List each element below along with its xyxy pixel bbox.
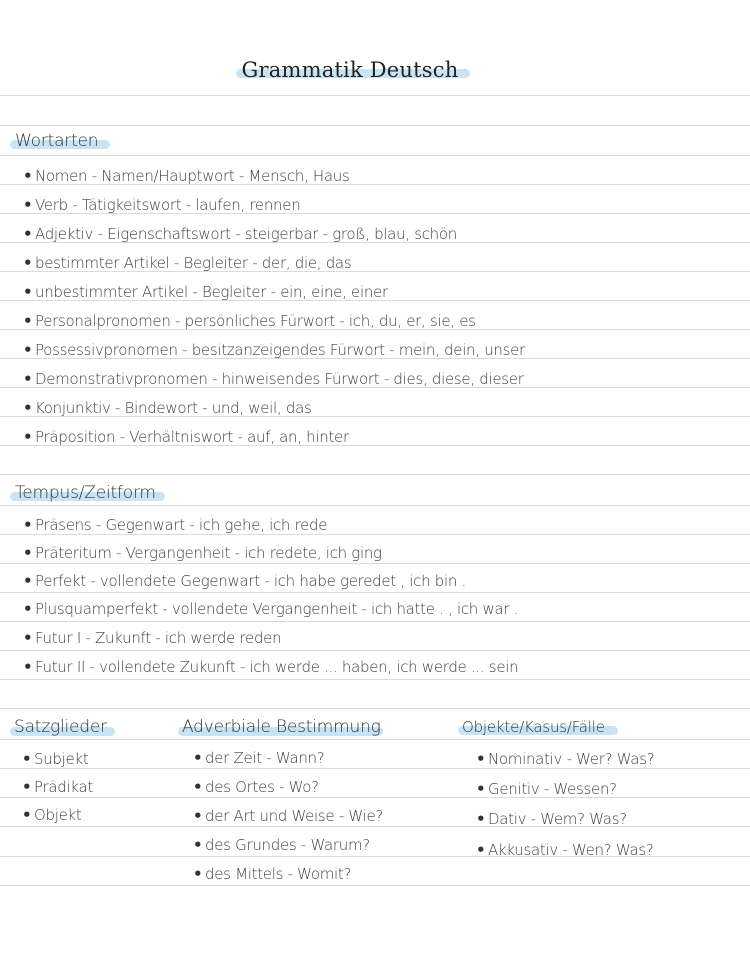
list-item: • des Mittels - Womit? (193, 865, 352, 883)
wortarten-heading: Wortarten (15, 131, 99, 151)
list-item: • Subjekt (22, 750, 89, 768)
bullet: • (23, 572, 33, 590)
list-item: • der Zeit - Wann? (193, 749, 325, 767)
list-item: • Objekt (22, 806, 82, 824)
list-item: • Verb - Tätigkeitswort - laufen, rennen (23, 196, 301, 214)
bullet: • (193, 865, 203, 883)
list-item: • Dativ - Wem? Was? (476, 810, 627, 828)
bullet: • (23, 399, 33, 417)
list-item: • Plusquamperfekt - vollendete Vergangenheit - ich hatte . , ich war . (23, 600, 519, 618)
bullet: • (23, 341, 33, 359)
bullet: • (23, 428, 33, 446)
bullet: • (22, 806, 32, 824)
bullet: • (23, 544, 33, 562)
list-item: • Personalpronomen - persönliches Fürwort - ich, du, er, sie, es (23, 312, 476, 330)
list-item: • Genitiv - Wessen? (476, 780, 617, 798)
bullet: • (193, 836, 203, 854)
list-item: • Präteritum - Vergangenheit - ich redete, ich ging (23, 544, 382, 562)
list-item: • Perfekt - vollendete Gegenwart - ich habe geredet , ich bin . (23, 572, 466, 590)
satzglieder-heading: Satzglieder (14, 717, 107, 737)
bullet: • (193, 807, 203, 825)
bullet: • (23, 254, 33, 272)
bullet: • (23, 600, 33, 618)
bullet: • (23, 658, 33, 676)
bullet: • (23, 196, 33, 214)
bullet: • (476, 750, 486, 768)
list-item: • Akkusativ - Wen? Was? (476, 841, 654, 859)
bullet: • (23, 283, 33, 301)
bullet: • (23, 312, 33, 330)
list-item: • unbestimmter Artikel - Begleiter - ein, eine, einer (23, 283, 388, 301)
bullet: • (193, 749, 203, 767)
bullet: • (23, 370, 33, 388)
bullet: • (476, 841, 486, 859)
list-item: • des Grundes - Warum? (193, 836, 370, 854)
list-item: • Futur I - Zukunft - ich werde reden (23, 629, 282, 647)
bullet: • (23, 225, 33, 243)
list-item: • Konjunktiv - Bindewort - und, weil, das (23, 399, 312, 417)
bullet: • (476, 780, 486, 798)
bullet: • (22, 750, 32, 768)
bullet: • (23, 516, 33, 534)
list-item: • der Art und Weise - Wie? (193, 807, 384, 825)
list-item: • Nomen - Namen/Hauptwort - Mensch, Haus (23, 167, 350, 185)
bullet: • (23, 629, 33, 647)
list-item: • Futur II - vollendete Zukunft - ich werde ... haben, ich werde ... sein (23, 658, 519, 676)
list-item: • bestimmter Artikel - Begleiter - der, die, das (23, 254, 352, 272)
bullet: • (22, 778, 32, 796)
tempus-heading: Tempus/Zeitform (15, 483, 156, 503)
page-title: Grammatik Deutsch (241, 58, 459, 82)
list-item: • Präsens - Gegenwart - ich gehe, ich rede (23, 516, 328, 534)
list-item: • des Ortes - Wo? (193, 778, 319, 796)
list-item: • Demonstrativpronomen - hinweisendes Fürwort - dies, diese, dieser (23, 370, 524, 388)
list-item: • Possessivpronomen - besitzanzeigendes Fürwort - mein, dein, unser (23, 341, 525, 359)
bullet: • (193, 778, 203, 796)
list-item: • Präposition - Verhältniswort - auf, an, hinter (23, 428, 349, 446)
list-item: • Nominativ - Wer? Was? (476, 750, 655, 768)
bullet: • (476, 810, 486, 828)
bullet: • (23, 167, 33, 185)
list-item: • Adjektiv - Eigenschaftswort - steigerbar - groß, blau, schön (23, 225, 457, 243)
adverbiale-heading: Adverbiale Bestimmung (182, 717, 381, 737)
objekte-heading: Objekte/Kasus/Fälle (462, 718, 605, 736)
list-item: • Prädikat (22, 778, 93, 796)
